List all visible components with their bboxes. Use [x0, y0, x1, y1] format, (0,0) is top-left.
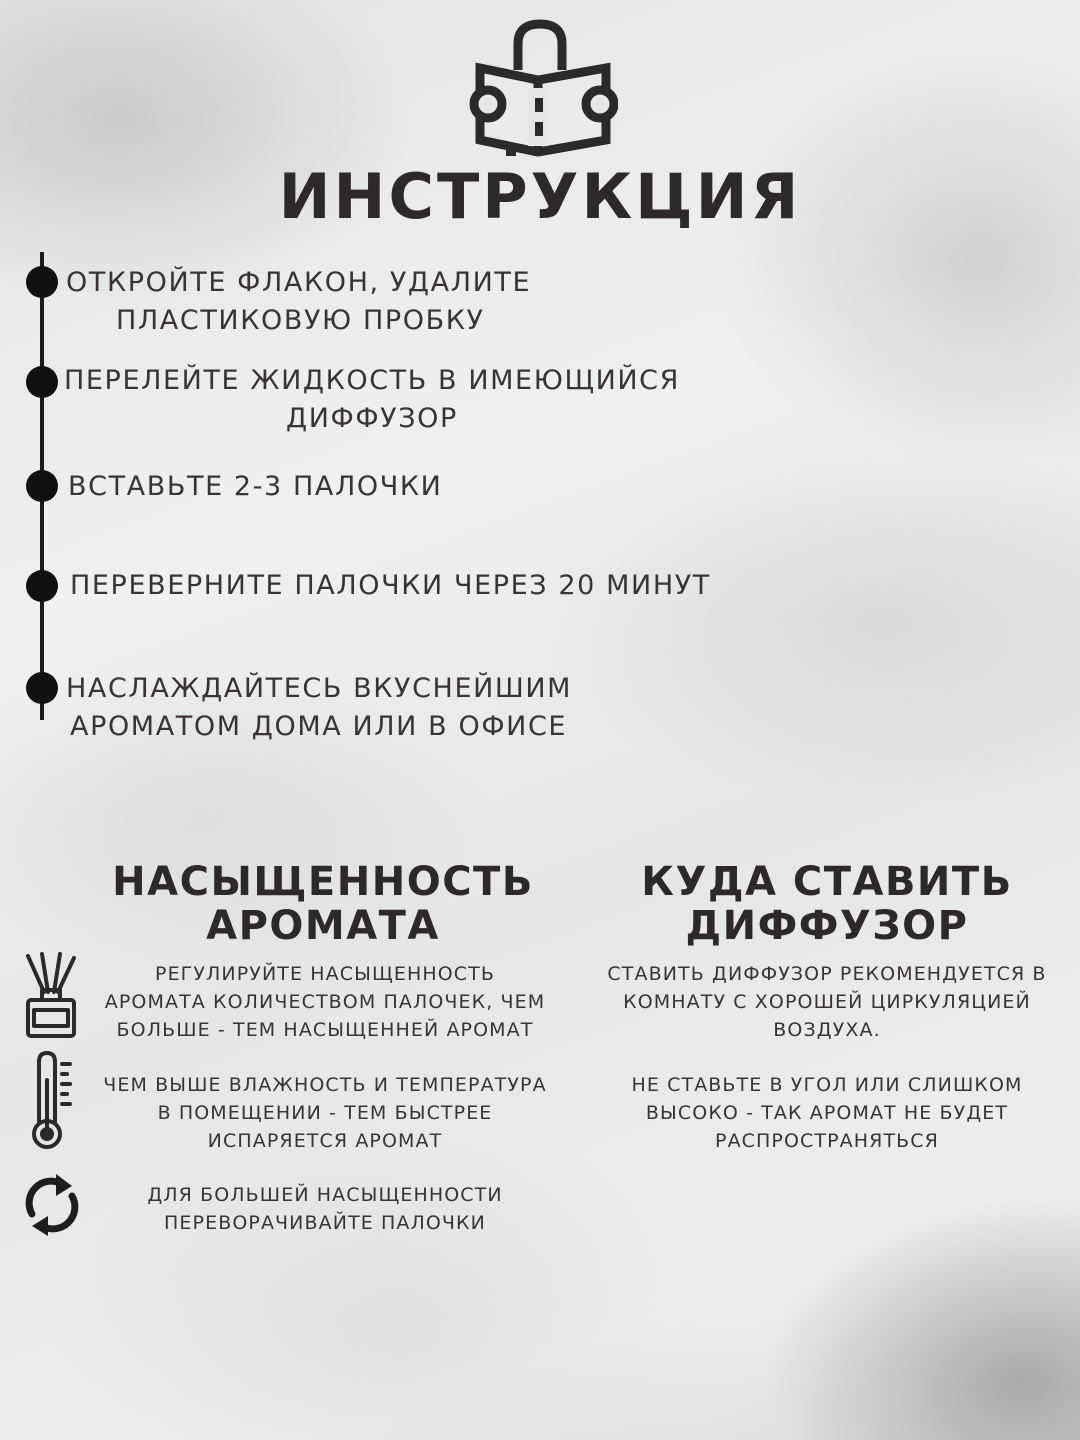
step-5: [66, 670, 572, 746]
tip-line: ДЛЯ БОЛЬШЕЙ НАСЫЩЕННОСТИ: [147, 1184, 503, 1206]
step-4: [70, 567, 711, 605]
saturation-heading-line2: АРОМАТА: [206, 903, 440, 949]
page-title: ИНСТРУКЦИЯ: [278, 160, 802, 233]
placement-heading-line1: КУДА СТАВИТЬ: [641, 859, 1013, 905]
placement-heading-line2: ДИФФУЗОР: [685, 903, 969, 949]
step-5-line2: АРОМАТОМ ДОМА ИЛИ В ОФИСЕ: [70, 711, 568, 742]
step-3-line1: ВСТАВЬТЕ 2-3 ПАЛОЧКИ: [68, 471, 443, 502]
tip-line: АРОМАТА КОЛИЧЕСТВОМ ПАЛОЧЕК, ЧЕМ: [104, 991, 546, 1013]
tip-line: ИСПАРЯЕТСЯ АРОМАТ: [207, 1130, 443, 1152]
tip-line: БОЛЬШЕ - ТЕМ НАСЫЩЕННЕЙ АРОМАТ: [116, 1019, 534, 1041]
step-1: [66, 264, 531, 340]
tip-line: КОМНАТУ С ХОРОШЕЙ ЦИРКУЛЯЦИЕЙ: [623, 991, 1031, 1013]
step-2-line2: ДИФФУЗОР: [286, 403, 458, 434]
tip-line: ВОЗДУХА.: [773, 1019, 881, 1041]
step-bullet: [26, 266, 58, 298]
tip-line: РАСПРОСТРАНЯТЬСЯ: [715, 1130, 939, 1152]
tip-line: СТАВИТЬ ДИФФУЗОР РЕКОМЕНДУЕТСЯ В: [607, 963, 1047, 985]
placement-tip-2: [582, 1071, 1072, 1155]
thermometer-icon: [30, 1050, 74, 1150]
tip-line: ПЕРЕВОРАЧИВАЙТЕ ПАЛОЧКИ: [164, 1212, 486, 1234]
saturation-tip-2: [80, 1071, 570, 1155]
saturation-heading-line1: НАСЫЩЕННОСТЬ: [112, 859, 534, 905]
placement-tip-1: [582, 960, 1072, 1044]
step-2-line1: ПЕРЕЛЕЙТЕ ЖИДКОСТЬ В ИМЕЮЩИЙСЯ: [64, 365, 680, 396]
step-bullet: [26, 366, 58, 398]
placement-heading: [592, 860, 1062, 948]
step-bullet: [26, 570, 58, 602]
saturation-tip-3: [80, 1181, 570, 1237]
tip-line: ВЫСОКО - ТАК АРОМАТ НЕ БУДЕТ: [645, 1102, 1009, 1124]
tip-line: НЕ СТАВЬТЕ В УГОЛ ИЛИ СЛИШКОМ: [631, 1074, 1023, 1096]
tip-line: В ПОМЕЩЕНИИ - ТЕМ БЫСТРЕЕ: [157, 1102, 493, 1124]
step-bullet: [26, 470, 58, 502]
reed-diffuser-icon: [22, 952, 80, 1040]
step-2: [64, 362, 680, 438]
step-1-line1: ОТКРОЙТЕ ФЛАКОН, УДАЛИТЕ: [66, 267, 532, 298]
saturation-heading: [88, 860, 558, 948]
step-4-line1: ПЕРЕВЕРНИТЕ ПАЛОЧКИ ЧЕРЕЗ 20 МИНУТ: [70, 570, 711, 601]
step-5-line1: НАСЛАЖДАЙТЕСЬ ВКУСНЕЙШИМ: [66, 673, 573, 704]
tip-line: ЧЕМ ВЫШЕ ВЛАЖНОСТЬ И ТЕМПЕРАТУРА: [103, 1074, 547, 1096]
step-3: [68, 468, 442, 506]
step-bullet: [26, 672, 58, 704]
book-reader-icon: [468, 18, 618, 166]
step-1-line2: ПЛАСТИКОВУЮ ПРОБКУ: [116, 305, 485, 336]
saturation-tip-1: [80, 960, 570, 1044]
tip-line: РЕГУЛИРУЙТЕ НАСЫЩЕННОСТЬ: [155, 963, 495, 985]
rotate-arrows-icon: [18, 1170, 86, 1240]
